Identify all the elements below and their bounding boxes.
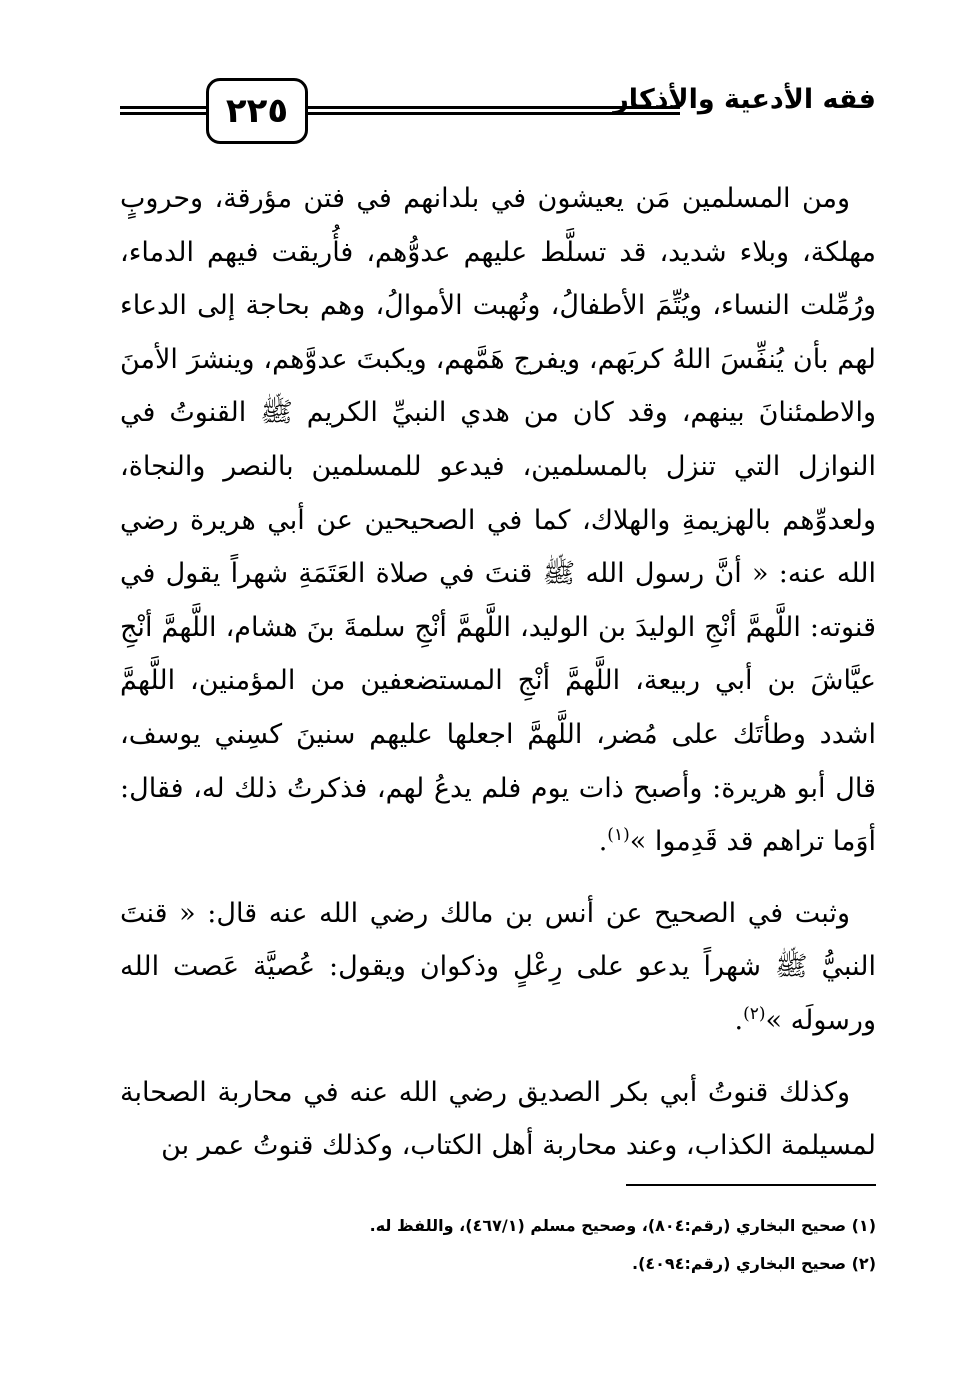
running-title: فقه الأدعية والأذكار bbox=[613, 84, 876, 115]
footnote-1: (١) صحيح البخاري (رقم:٨٠٤)، وصحيح مسلم (٤٦٧/١)، واللفظ له. bbox=[369, 1216, 876, 1235]
footnote-separator bbox=[626, 1184, 876, 1186]
main-text bbox=[120, 172, 876, 1173]
paragraph-1 bbox=[120, 172, 876, 869]
footnotes bbox=[116, 1207, 876, 1283]
paragraph-2-end: . bbox=[734, 1004, 744, 1036]
footnote-ref-2: (٢) bbox=[743, 1003, 766, 1024]
paragraph-2-text: وثبت في الصحيح عن أنس بن مالك رضي الله عنه قال: « قنتَ النبيُّ ﷺ شهراً يدعو على رِعْلٍ وذكوان ويقول: عُصيَّة عَصت الله ورسولَه » bbox=[120, 897, 876, 1036]
paragraph-2 bbox=[120, 887, 876, 1048]
header-rule-left bbox=[120, 106, 212, 115]
footnote-ref-1: (١) bbox=[607, 825, 630, 846]
footnote-2: (٢) صحيح البخاري (رقم:٤٠٩٤). bbox=[632, 1254, 876, 1273]
paragraph-3-text: وكذلك قنوتُ أبي بكر الصديق رضي الله عنه في محاربة الصحابة لمسيلمة الكذاب، وعند محاربة أهل الكتاب، وكذلك قنوتُ عمر بن bbox=[120, 1076, 876, 1162]
paragraph-3 bbox=[120, 1066, 876, 1173]
paragraph-1-end: . bbox=[598, 826, 608, 858]
paragraph-1-text: ومن المسلمين مَن يعيشون في بلدانهم في فتن مؤرقة، وحروبٍ مهلكة، وبلاء شديد، قد تسلَّط عليهم عدوُّهم، فأُريقت فيهم الدماء، ورُمِّلت النساء، ويُتِّمَ الأطفالُ، ونُهبت الأموالُ، وهم بحاجة إلى الدعاء لهم بأن يُنفِّسَ اللهُ كربَهم، ويفرج هَمَّهم، ويكبتَ عدوَّهم، وينشرَ الأمنَ والاطمئنانَ بينهم، وقد كان من هدي النبيِّ الكريم ﷺ القنوتُ في النوازل التي تنزل بالمسلمين، فيدعو للمسلمين بالنصر والنجاة، ولعدوِّهم بالهزيمةِ والهلاك، كما في الصحيحين عن أبي هريرة رضي الله عنه: « أنَّ رسول الله ﷺ قنتَ في صلاة العَتَمَةِ شهراً يقول في قنوته: اللَّهمَّ أنْجِ الوليدَ بن الوليد، اللَّهمَّ أنْجِ سلمةَ بنَ هشام، اللَّهمَّ أنْجِ عيَّاشَ بن أبي ربيعة، اللَّهمَّ أنْجِ المستضعفين من المؤمنين، اللَّهمَّ اشدد وطأتَك على مُضر، اللَّهمَّ اجعلها عليهم سنينَ كسِني يوسف، قال أبو هريرة: وأصبح ذات يوم فلم يدعُ لهم، فذكرتُ ذلك له، فقال: أوَما تراهم قد قَدِموا » bbox=[120, 183, 876, 858]
page-number: ٢٢٥ bbox=[206, 78, 308, 144]
page-header bbox=[120, 70, 876, 150]
